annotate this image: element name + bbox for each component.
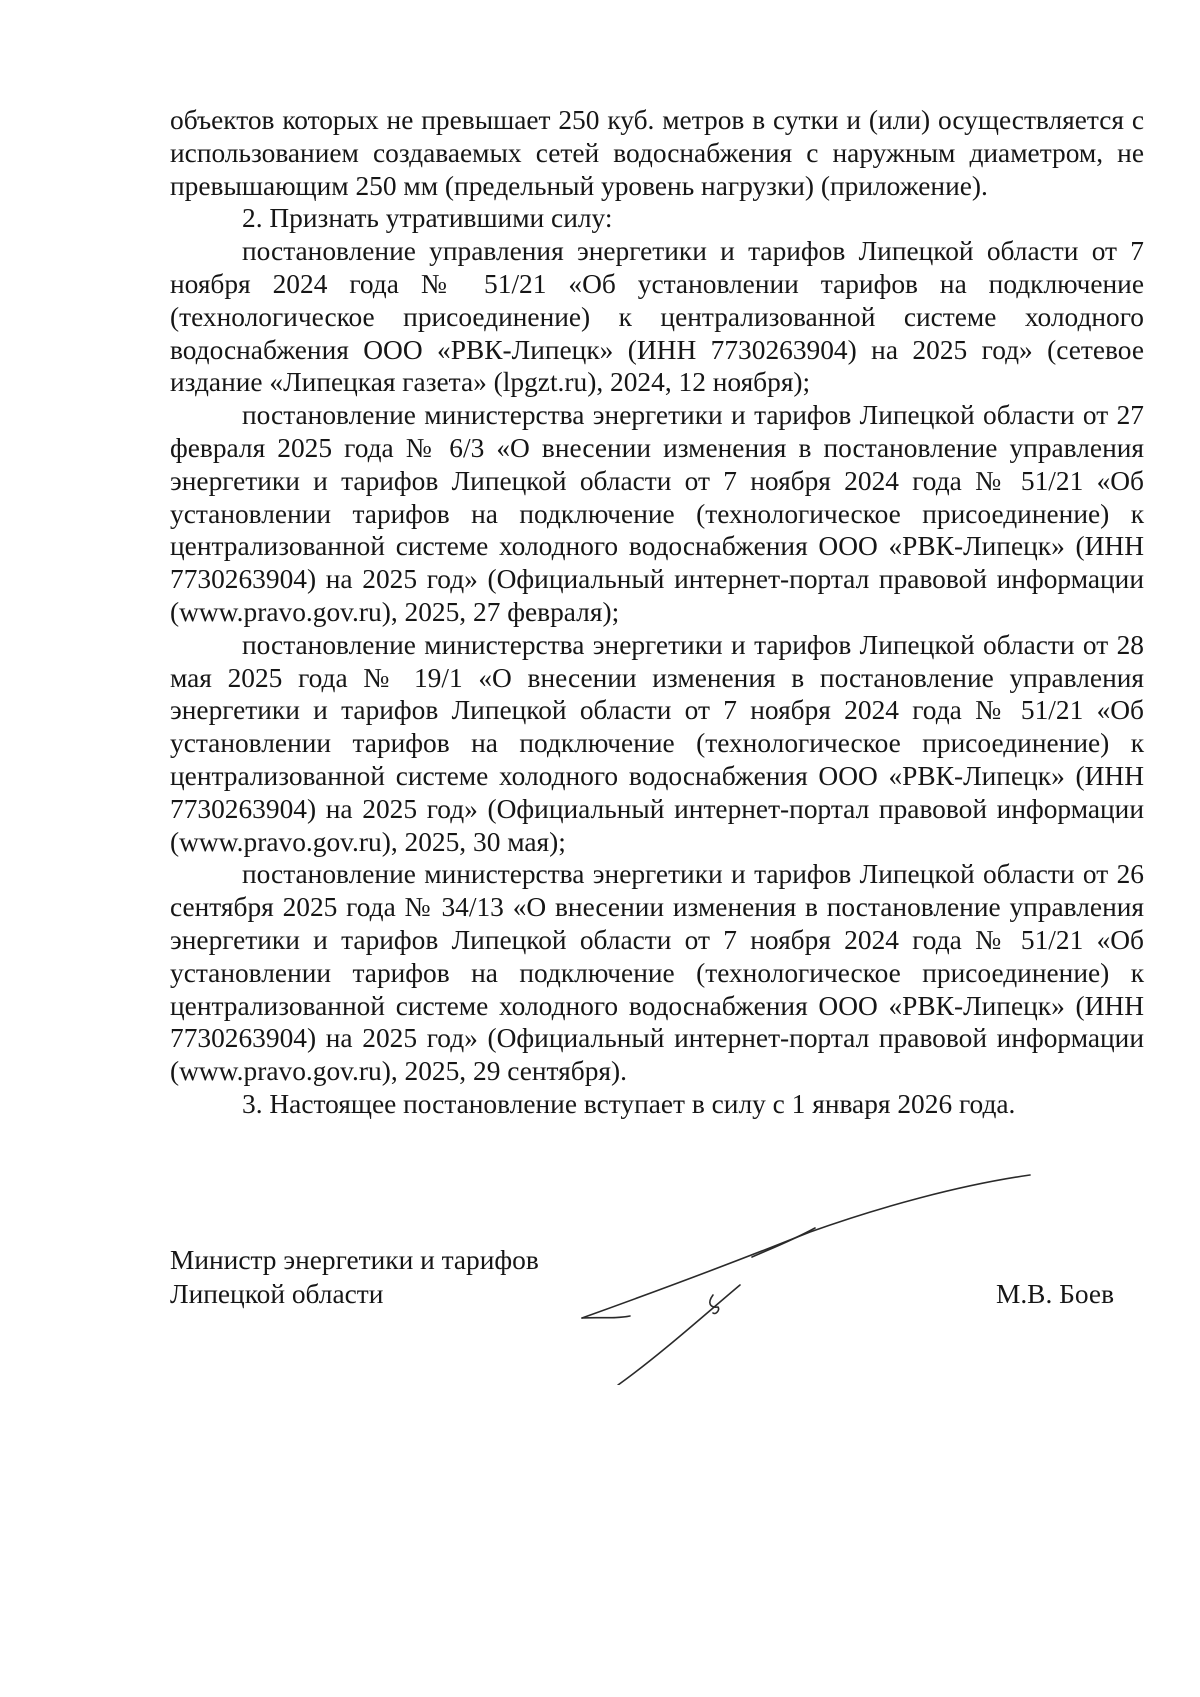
signatory-position-line-2: Липецкой области bbox=[170, 1279, 384, 1309]
document-body bbox=[170, 104, 1144, 1121]
signatory-position bbox=[170, 1243, 590, 1311]
paragraph-repealed-act-4: постановление министерства энергетики и тарифов Липецкой области от 26 сентября 2025 года № 34/13 «О внесении изменения в постановление управления энергетики и тарифов Липецкой области от 7 ноября 2024 года № 51/21 «Об установлении тарифов на подключение (технологическое присоединение) к централизованной системе холодного водоснабжения ООО «РВК-Липецк» (ИНН 7730263904) на 2025 год» (Официальный интернет-портал правовой информации (www.pravo.gov.ru), 2025, 29 сентября). bbox=[170, 859, 1144, 1087]
paragraph-repealed-act-3: постановление министерства энергетики и тарифов Липецкой области от 28 мая 2025 года № 19/1 «О внесении изменения в постановление управления энергетики и тарифов Липецкой области от 7 ноября 2024 года № 51/21 «Об установлении тарифов на подключение (технологическое присоединение) к централизованной системе холодного водоснабжения ООО «РВК-Липецк» (ИНН 7730263904) на 2025 год» (Официальный интернет-портал правовой информации (www.pravo.gov.ru), 2025, 30 мая); bbox=[170, 629, 1144, 857]
signature-block bbox=[170, 1243, 1144, 1323]
paragraph-item-3: 3. Настоящее постановление вступает в силу с 1 января 2026 года. bbox=[242, 1088, 1016, 1119]
paragraph-continuation: объектов которых не превышает 250 куб. метров в сутки и (или) осуществляется с использованием создаваемых сетей водоснабжения с наружным диаметром, не превышающим 250 мм (предельный уровень нагрузки) (приложение). bbox=[170, 105, 1144, 201]
paragraph-repealed-act-2: постановление министерства энергетики и тарифов Липецкой области от 27 февраля 2025 года № 6/3 «О внесении изменения в постановление управления энергетики и тарифов Липецкой области от 7 ноября 2024 года № 51/21 «Об установлении тарифов на подключение (технологическое присоединение) к централизованной системе холодного водоснабжения ООО «РВК-Липецк» (ИНН 7730263904) на 2025 год» (Официальный интернет-портал правовой информации (www.pravo.gov.ru), 2025, 27 февраля); bbox=[170, 400, 1144, 627]
signatory-name: М.В. Боев bbox=[995, 1279, 1114, 1309]
paragraph-repealed-act-1: постановление управления энергетики и тарифов Липецкой области от 7 ноября 2024 года № 51/21 «Об установлении тарифов на подключение (технологическое присоединение) к централизованной системе холодного водоснабжения ООО «РВК-Липецк» (ИНН 7730263904) на 2025 год» (сетевое издание «Липецкая газета» (lpgzt.ru), 2024, 12 ноября); bbox=[170, 236, 1144, 398]
signatory-position-line-1: Министр энергетики и тарифов bbox=[170, 1245, 539, 1275]
paragraph-item-2: 2. Признать утратившими силу: bbox=[242, 203, 613, 234]
